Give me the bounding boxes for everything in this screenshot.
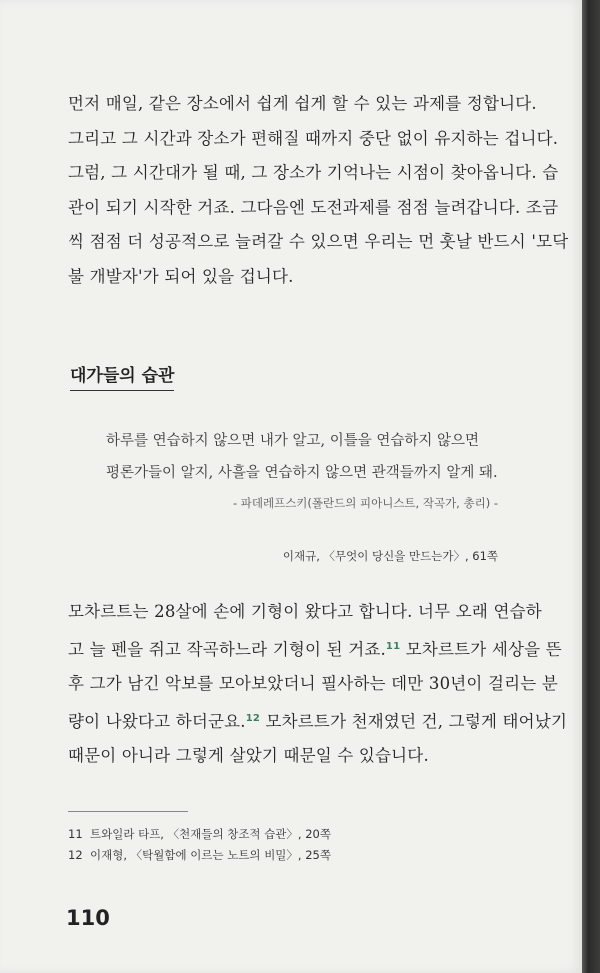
footnote-number: 11 [68,827,83,841]
text-line [68,702,568,740]
text-segment: 모차르트가 세상을 뜬 [400,639,562,659]
page-number: 110 [66,906,110,930]
footnote-text: 이재형, 〈탁월함에 이르는 노트의 비밀〉, 25쪽 [90,848,331,862]
text-line: 관이 되기 시작한 거죠. 그다음엔 도전과제를 점점 늘려갑니다. 조금 [68,197,559,217]
section-heading: 대가들의 습관 [70,361,174,391]
text-line: 씩 점점 더 성공적으로 늘려갈 수 있으면 우리는 먼 훗날 반드시 '모닥 [68,232,569,251]
footnote-item [68,847,331,863]
quote-source: 이재규, 〈무엇이 당신을 만드는가〉, 61쪽 [282,549,498,563]
text-line: 그리고 그 시간과 장소가 편해질 때까지 중단 없이 유지하는 겁니다. [68,128,559,148]
footnote-item [68,826,331,842]
text-segment: 고 늘 펜을 쥐고 작곡하느라 기형이 된 거죠. [68,639,386,659]
quote-line: 평론가들이 알지, 사흘을 연습하지 않으면 관객들까지 알게 돼. [106,465,498,481]
footnote-ref-11[interactable]: 11 [385,640,401,652]
paragraph-intro [68,87,569,294]
quote-attribution: - 파데레프스키(폴란드의 피아니스트, 작곡가, 총리) - [232,496,498,510]
text-line: 불 개발자'가 되어 있을 겁니다. [68,266,294,286]
quote-line: 하루를 연습하지 않으면 내가 알고, 이틀을 연습하지 않으면 [106,433,480,449]
footnote-text: 트와일라 타프, 〈천재들의 창조적 습관〉, 20쪽 [90,827,331,841]
text-line [68,630,562,668]
text-line: 그럼, 그 시간대가 될 때, 그 장소가 기억나는 시점이 찾아옵니다. 습 [68,163,559,182]
text-line: 후 그가 남긴 악보를 모아보았더니 필사하는 데만 30년이 걸리는 분 [68,674,559,693]
footnote-ref-12[interactable]: 12 [245,712,261,724]
text-line: 먼저 매일, 같은 장소에서 쉽게 쉽게 할 수 있는 과제를 정합니다. [68,94,537,113]
text-segment: 량이 나왔다고 하더군요. [68,711,246,731]
text-line: 때문이 아니라 그렇게 살았기 때문일 수 있습니다. [68,746,429,765]
text-line: 모차르트는 28살에 손에 기형이 왔다고 합니다. 너무 오래 연습하 [68,602,542,621]
footnote-number: 12 [68,848,83,862]
book-edge [582,0,600,973]
footnote-divider [68,811,188,812]
text-segment: 모차르트가 천재였던 건, 그렇게 태어났기 [260,711,568,731]
paragraph-mozart [68,595,568,774]
